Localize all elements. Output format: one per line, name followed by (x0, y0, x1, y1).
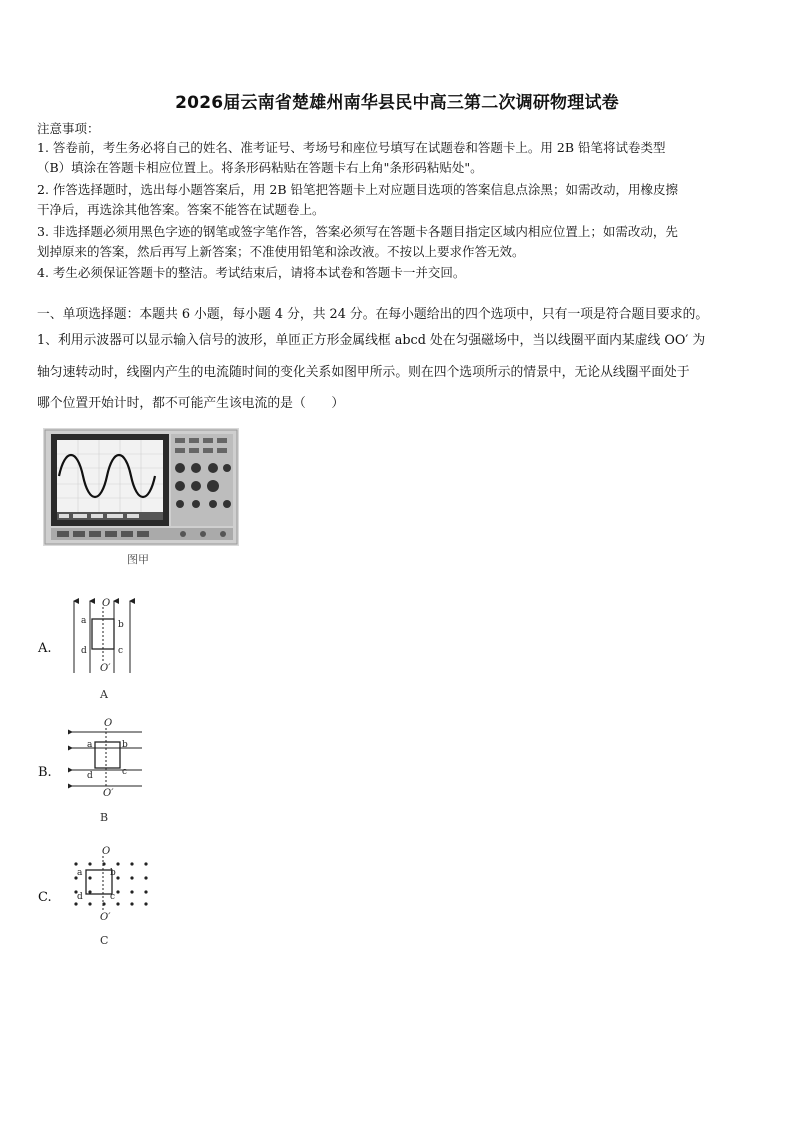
corner-label-a: a (81, 616, 87, 626)
corner-label-b: b (110, 868, 116, 878)
option-a-label: A. (38, 641, 52, 656)
corner-label-d: d (77, 892, 83, 902)
axis-label-o-prime: O′ (103, 788, 114, 796)
question-text: 1、利用示波器可以显示输入信号的波形，单匝正方形金属线框 abcd 处在匀强磁场中，当以线圈平面内某虚线 OO′ 为 (37, 333, 706, 348)
notice-line: 干净后，再选涂其他答案。答案不能答在试题卷上。 (37, 202, 325, 217)
option-c-diagram (66, 842, 152, 922)
notice-heading: 注意事项： (37, 121, 100, 136)
corner-label-b: b (118, 620, 124, 630)
axis-label-o-prime: O′ (100, 912, 111, 922)
option-c-label: C. (38, 890, 52, 905)
page-title: 2026届云南省楚雄州南华县民中高三第二次调研物理试卷 (175, 93, 619, 113)
notice-line: 1. 答卷前，考生务必将自己的姓名、准考证号、考场号和座位号填写在试题卷和答题卡上。用 2B 铅笔将试卷类型 (37, 140, 666, 155)
corner-label-a: a (77, 868, 83, 878)
option-a-diagram (66, 595, 136, 675)
axis-label-o: O (102, 846, 111, 857)
axis-label-o-prime: O′ (100, 663, 111, 674)
notice-line: 划掉原来的答案，然后再写上新答案；不准使用铅笔和涂改液。不按以上要求作答无效。 (37, 244, 525, 259)
notice-line: 4. 考生必须保证答题卡的整洁。考试结束后，请将本试卷和答题卡一并交回。 (37, 265, 466, 280)
notice-line: 3. 非选择题必须用黑色字迹的钢笔或签字笔作答，答案必须写在答题卡各题目指定区域内相应位置上；如需改动，先 (37, 224, 678, 239)
option-c-caption: C (100, 934, 109, 947)
option-b-diagram (68, 716, 148, 796)
notice-line: （B）填涂在答题卡相应位置上。将条形码粘贴在答题卡右上角"条形码粘贴处"。 (37, 160, 483, 175)
oscilloscope-image (43, 428, 239, 546)
corner-label-d: d (81, 646, 87, 656)
option-b-label: B. (38, 765, 52, 780)
figure-caption: 图甲 (127, 553, 149, 566)
option-b-caption: B (100, 811, 109, 824)
question-text: 轴匀速转动时，线圈内产生的电流随时间的变化关系如图甲所示。则在四个选项所示的情景中，无论从线圈平面处于 (37, 365, 690, 380)
question-text: 哪个位置开始计时，都不可能产生该电流的是（ ） (37, 396, 345, 411)
axis-label-o: O (102, 598, 111, 609)
option-a-caption: A (100, 688, 108, 701)
corner-label-d: d (87, 771, 93, 781)
corner-label-c: c (118, 646, 124, 656)
corner-label-a: a (87, 740, 93, 750)
corner-label-c: c (122, 767, 128, 777)
corner-label-b: b (122, 740, 128, 750)
notice-line: 2. 作答选择题时，选出每小题答案后，用 2B 铅笔把答题卡上对应题目选项的答案信息点涂黑；如需改动，用橡皮擦 (37, 182, 678, 197)
corner-label-c: c (110, 892, 116, 902)
oscilloscope-figure (43, 428, 239, 546)
section-heading: 一、单项选择题：本题共 6 小题，每小题 4 分，共 24 分。在每小题给出的四个选项中，只有一项是符合题目要求的。 (37, 307, 709, 322)
axis-label-o: O (104, 718, 113, 729)
